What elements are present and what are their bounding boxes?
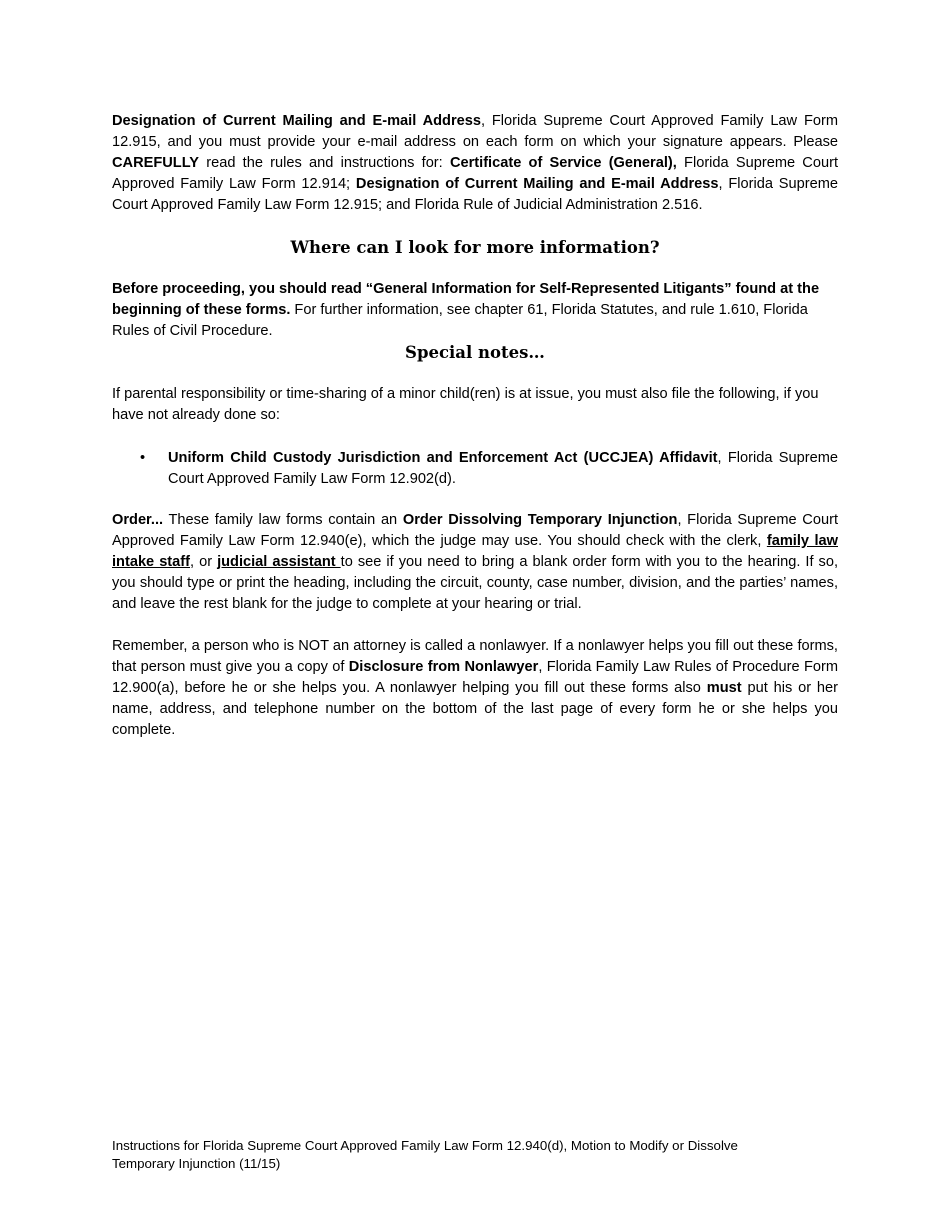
text-run: Remember, a person who is NOT an attorney is called a nonlawyer. If a nonlawyer helps you fill out these forms, that person must give you a copy of xyxy=(112,638,838,675)
form-title-designation-2: Designation of Current Mailing and E-mail Address xyxy=(355,176,719,192)
paragraph-nonlawyer xyxy=(112,636,838,741)
bullet-text xyxy=(168,448,838,490)
bullet-item-uccjea xyxy=(112,448,838,490)
text-run: read the rules and instructions for: xyxy=(199,155,450,171)
paragraph-order xyxy=(112,510,838,615)
link-family-law-intake-staff[interactable]: family law intake staff xyxy=(112,533,838,570)
text-run: , Florida Supreme Court Approved Family Law Form 12.940(e), which the judge may use. You should check with the clerk, xyxy=(112,512,838,549)
emphasis-before-proceeding: Before proceeding, you should read “General Information for Self-Represented Litigants” found at the beginning of these forms. xyxy=(112,281,820,318)
text-run: put his or her name, address, and telephone number on the bottom of the last page of every form he or she helps you complete. xyxy=(112,680,838,738)
paragraph-more-information xyxy=(112,279,838,342)
link-judicial-assistant[interactable]: judicial assistant xyxy=(217,554,341,570)
emphasis-order: Order... xyxy=(112,512,164,528)
form-title-disclosure: Disclosure from Nonlawyer xyxy=(348,659,539,675)
footer-line-2: Temporary Injunction (11/15) xyxy=(112,1156,281,1171)
emphasis-must: must xyxy=(706,680,742,696)
text-run: , or xyxy=(190,554,218,570)
heading-special-notes: Special notes… xyxy=(405,343,545,362)
text-run: These family law forms contain an xyxy=(163,512,403,528)
form-title-uccjea: Uniform Child Custody Jurisdiction and Enforcement Act (UCCJEA) Affidavit xyxy=(168,450,718,466)
text-run: For further information, see chapter 61, Florida Statutes, and rule 1.610, Florida Rules of Civil Procedure. xyxy=(112,302,808,339)
bullet-icon: • xyxy=(140,450,146,466)
document-body xyxy=(112,111,838,741)
text-run: , Florida Supreme Court Approved Family Law Form 12.915; and Florida Rule of Judicial Administration 2.516. xyxy=(112,176,838,213)
text-run: , Florida Family Law Rules of Procedure Form 12.900(a), before he or she helps you. A nonlawyer helping you fill out these forms also xyxy=(112,659,838,696)
paragraph-service-info xyxy=(112,111,838,216)
emphasis-carefully: CAREFULLY xyxy=(112,155,200,171)
form-title-certificate: Certificate of Service (General), xyxy=(449,155,677,171)
form-title-designation: Designation of Current Mailing and E-mail Address xyxy=(112,113,481,129)
paragraph-parental-responsibility: If parental responsibility or time-sharing of a minor child(ren) is at issue, you must also file the following, if you have not already done so: xyxy=(112,386,819,423)
footer-line-1: Instructions for Florida Supreme Court Approved Family Law Form 12.940(d), Motion to Modify or Dissolve xyxy=(112,1138,738,1153)
page-footer xyxy=(112,1137,838,1173)
text-run: Florida Supreme Court Approved Family Law Form 12.914; xyxy=(112,155,838,192)
text-run: , Florida Supreme Court Approved Family Law Form 12.902(d). xyxy=(168,450,838,487)
text-run: , Florida Supreme Court Approved Family Law Form 12.915, and you must provide your e-mail address on each form on which your signature appears. Please xyxy=(112,113,838,150)
form-title-order-dissolving: Order Dissolving Temporary Injunction xyxy=(402,512,678,528)
text-run: to see if you need to bring a blank order form with you to the hearing. If so, you should type or print the heading, including the circuit, county, case number, division, and the parties’ names, and leave the rest blank for the judge to complete at your hearing or trial. xyxy=(112,554,839,612)
heading-more-information: Where can I look for more information? xyxy=(290,238,660,257)
